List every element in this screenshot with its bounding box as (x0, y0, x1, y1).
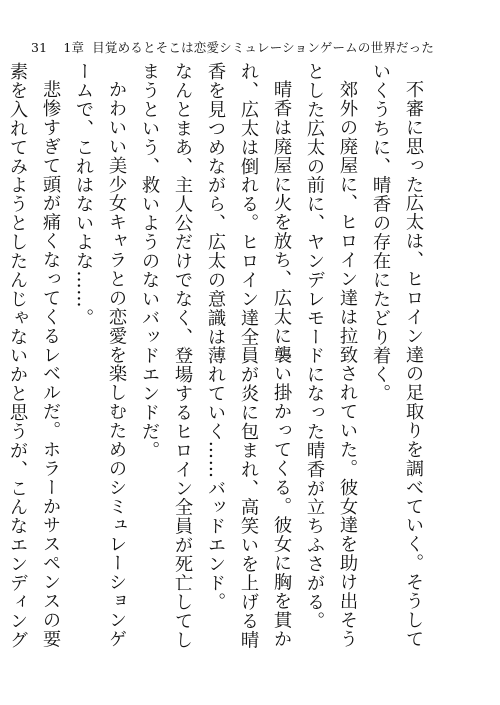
paragraph-4: なんとまあ、主人公だけでなく、登場するヒロイン全員が死亡してしまうという、救いようのないバッドエンドだ。 (139, 62, 193, 650)
paragraph-2: 郊外の廃屋に、ヒロイン達は拉致されていた。彼女達を助け出そうとした広太の前に、ヤンデレモードになった晴香が立ちふさがる。 (304, 62, 358, 649)
running-header (31, 38, 434, 56)
paragraph-1: 不審に思った広太は、ヒロイン達の足取りを調べていく。そうしていくうちに、晴香の存在にたどり着く。 (370, 62, 424, 649)
paragraph-6: 悲惨すぎて頭が痛くなってくるレベルだ。ホラーかサスペンスの要素を入れてみようとしたんじゃないかと思うが、こんなエンディング (7, 62, 61, 650)
paragraph-3: 晴香は廃屋に火を放ち、広太に襲い掛かってくる。彼女に胸を貫かれ、広太は倒れる。ヒロイン達全員が炎に包まれ、高笑いを上げる晴香を見つめながら、広太の意識は薄れていく……バッドエンド。 (205, 62, 292, 650)
paragraph-5: かわいい美少女キャラとの恋愛を楽しむためのシミュレーションゲームで、これはないよな……。 (73, 62, 127, 649)
chapter-title: 目覚めるとそこは恋愛シミュレーションゲームの世界だった (92, 40, 435, 55)
vertical-text-body (7, 62, 430, 662)
page-number: 31 (31, 40, 48, 55)
chapter-label: 1章 (63, 40, 85, 55)
